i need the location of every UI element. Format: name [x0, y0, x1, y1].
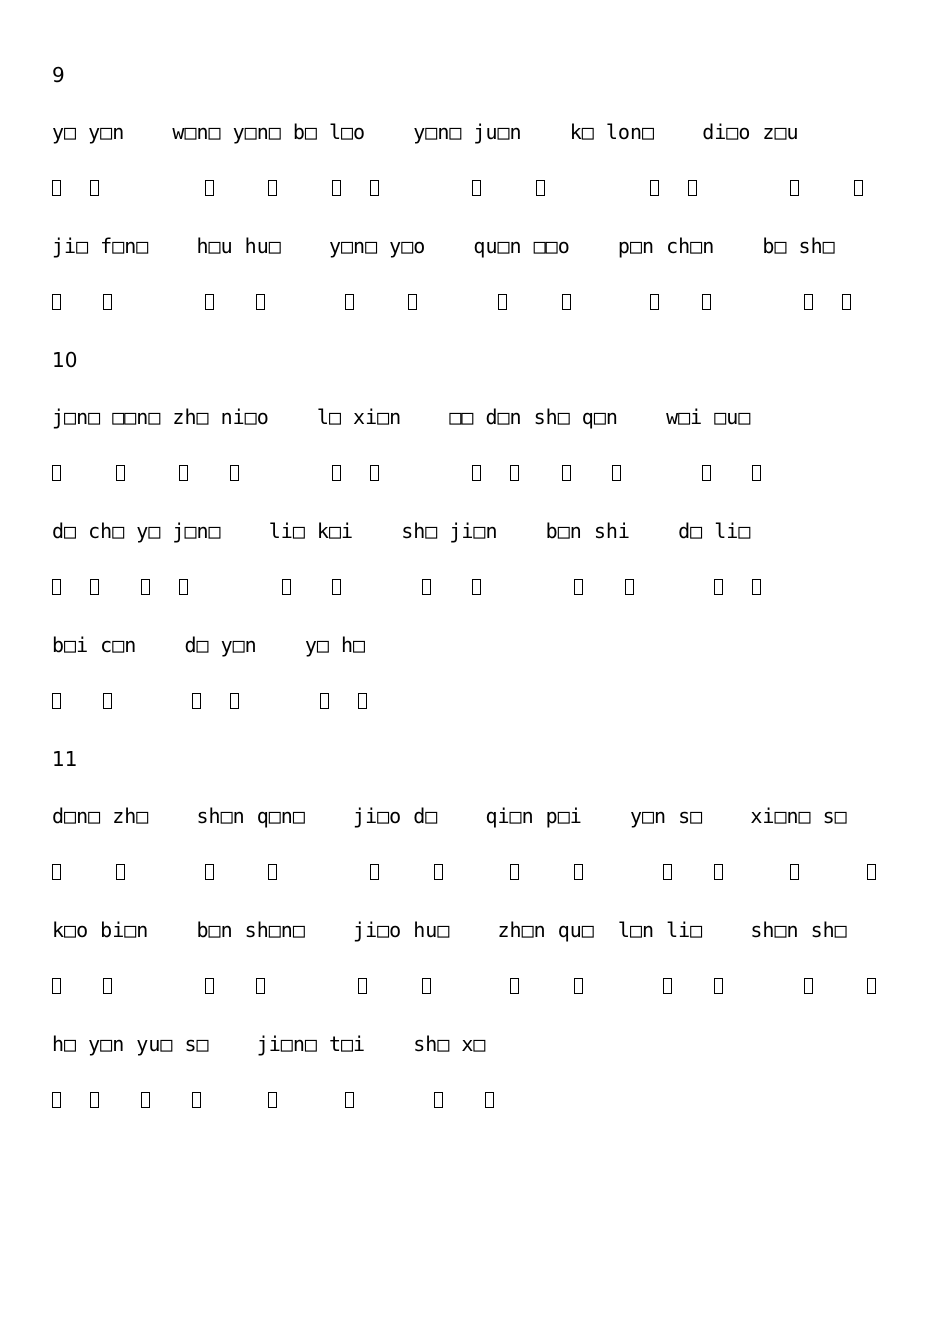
section-number: 11 [52, 747, 78, 771]
hanzi-box [510, 864, 519, 880]
hanzi-box [103, 978, 112, 994]
hanzi-box [472, 579, 481, 595]
hanzi-box [650, 180, 659, 196]
hanzi-box [332, 180, 341, 196]
hanzi-box [370, 180, 379, 196]
section-number: 9 [52, 63, 65, 87]
hanzi-box [358, 693, 367, 709]
hanzi-box [179, 579, 188, 595]
section-number: 10 [52, 348, 78, 372]
hanzi-box [663, 978, 672, 994]
hanzi-box [625, 579, 634, 595]
hanzi-box [52, 864, 61, 880]
pinyin-row: y□ y□n w□n□ y□n□ b□ l□o y□n□ ju□n k□ lon□ di□o z□u [52, 120, 799, 144]
hanzi-box [752, 465, 761, 481]
hanzi-box [268, 1092, 277, 1108]
hanzi-box [205, 978, 214, 994]
hanzi-box [498, 294, 507, 310]
hanzi-box [332, 579, 341, 595]
hanzi-box [422, 978, 431, 994]
hanzi-box [358, 978, 367, 994]
hanzi-box [103, 693, 112, 709]
hanzi-box [574, 864, 583, 880]
hanzi-box [370, 465, 379, 481]
pinyin-row: ji□ f□n□ h□u hu□ y□n□ y□o qu□n □□o p□n ch□n b□ sh□ [52, 234, 835, 258]
hanzi-box [510, 978, 519, 994]
hanzi-box [116, 465, 125, 481]
hanzi-box [536, 180, 545, 196]
hanzi-box [141, 579, 150, 595]
hanzi-box [472, 180, 481, 196]
hanzi-box-row [0, 462, 950, 486]
hanzi-box [268, 864, 277, 880]
hanzi-box [205, 864, 214, 880]
hanzi-box [867, 864, 876, 880]
hanzi-box [854, 180, 863, 196]
hanzi-box [116, 864, 125, 880]
hanzi-box [52, 180, 61, 196]
hanzi-box [574, 579, 583, 595]
hanzi-box-row [0, 861, 950, 885]
hanzi-box [90, 180, 99, 196]
hanzi-box-row [0, 1089, 950, 1113]
hanzi-box [702, 465, 711, 481]
hanzi-box [90, 1092, 99, 1108]
hanzi-box [472, 465, 481, 481]
hanzi-box [52, 579, 61, 595]
hanzi-box [612, 465, 621, 481]
hanzi-box-row [0, 576, 950, 600]
hanzi-box [485, 1092, 494, 1108]
hanzi-box [52, 978, 61, 994]
hanzi-box [332, 465, 341, 481]
hanzi-box [408, 294, 417, 310]
hanzi-box [179, 465, 188, 481]
hanzi-box [804, 294, 813, 310]
hanzi-box [574, 978, 583, 994]
hanzi-box [714, 864, 723, 880]
pinyin-row: b□i c□n d□ y□n y□ h□ [52, 633, 366, 657]
hanzi-box [205, 294, 214, 310]
hanzi-box [562, 465, 571, 481]
hanzi-box [422, 579, 431, 595]
hanzi-box [688, 180, 697, 196]
pinyin-row: h□ y□n yu□ s□ ji□n□ t□i sh□ x□ [52, 1032, 486, 1056]
hanzi-box [52, 693, 61, 709]
hanzi-box [52, 465, 61, 481]
hanzi-box [103, 294, 112, 310]
pinyin-row: d□n□ zh□ sh□n q□n□ ji□o d□ qi□n p□i y□n s□ xi□n□ s□ [52, 804, 847, 828]
hanzi-box [345, 294, 354, 310]
hanzi-box-row [0, 690, 950, 714]
hanzi-box [256, 978, 265, 994]
hanzi-box [842, 294, 851, 310]
hanzi-box [192, 693, 201, 709]
hanzi-box [192, 1092, 201, 1108]
hanzi-box-row [0, 975, 950, 999]
hanzi-box-row [0, 291, 950, 315]
hanzi-box [268, 180, 277, 196]
hanzi-box [141, 1092, 150, 1108]
pinyin-row: j□n□ □□n□ zh□ ni□o l□ xi□n □□ d□n sh□ q□n w□i □u□ [52, 405, 751, 429]
hanzi-box [230, 693, 239, 709]
hanzi-box [282, 579, 291, 595]
hanzi-box [714, 978, 723, 994]
hanzi-box [205, 180, 214, 196]
pinyin-row: k□o bi□n b□n sh□n□ ji□o hu□ zh□n qu□ l□n li□ sh□n sh□ [52, 918, 847, 942]
hanzi-box [370, 864, 379, 880]
hanzi-box [510, 465, 519, 481]
hanzi-box [804, 978, 813, 994]
hanzi-box [256, 294, 265, 310]
hanzi-box-row [0, 177, 950, 201]
hanzi-box [562, 294, 571, 310]
hanzi-box [752, 579, 761, 595]
hanzi-box [230, 465, 239, 481]
hanzi-box [52, 294, 61, 310]
hanzi-box [434, 1092, 443, 1108]
hanzi-box [867, 978, 876, 994]
pinyin-row: d□ ch□ y□ j□n□ li□ k□i sh□ ji□n b□n shi d□ li□ [52, 519, 751, 543]
hanzi-box [434, 864, 443, 880]
hanzi-box [714, 579, 723, 595]
hanzi-box [663, 864, 672, 880]
hanzi-box [345, 1092, 354, 1108]
hanzi-box [702, 294, 711, 310]
hanzi-box [790, 864, 799, 880]
hanzi-box [320, 693, 329, 709]
hanzi-box [52, 1092, 61, 1108]
hanzi-box [650, 294, 659, 310]
hanzi-box [790, 180, 799, 196]
hanzi-box [90, 579, 99, 595]
